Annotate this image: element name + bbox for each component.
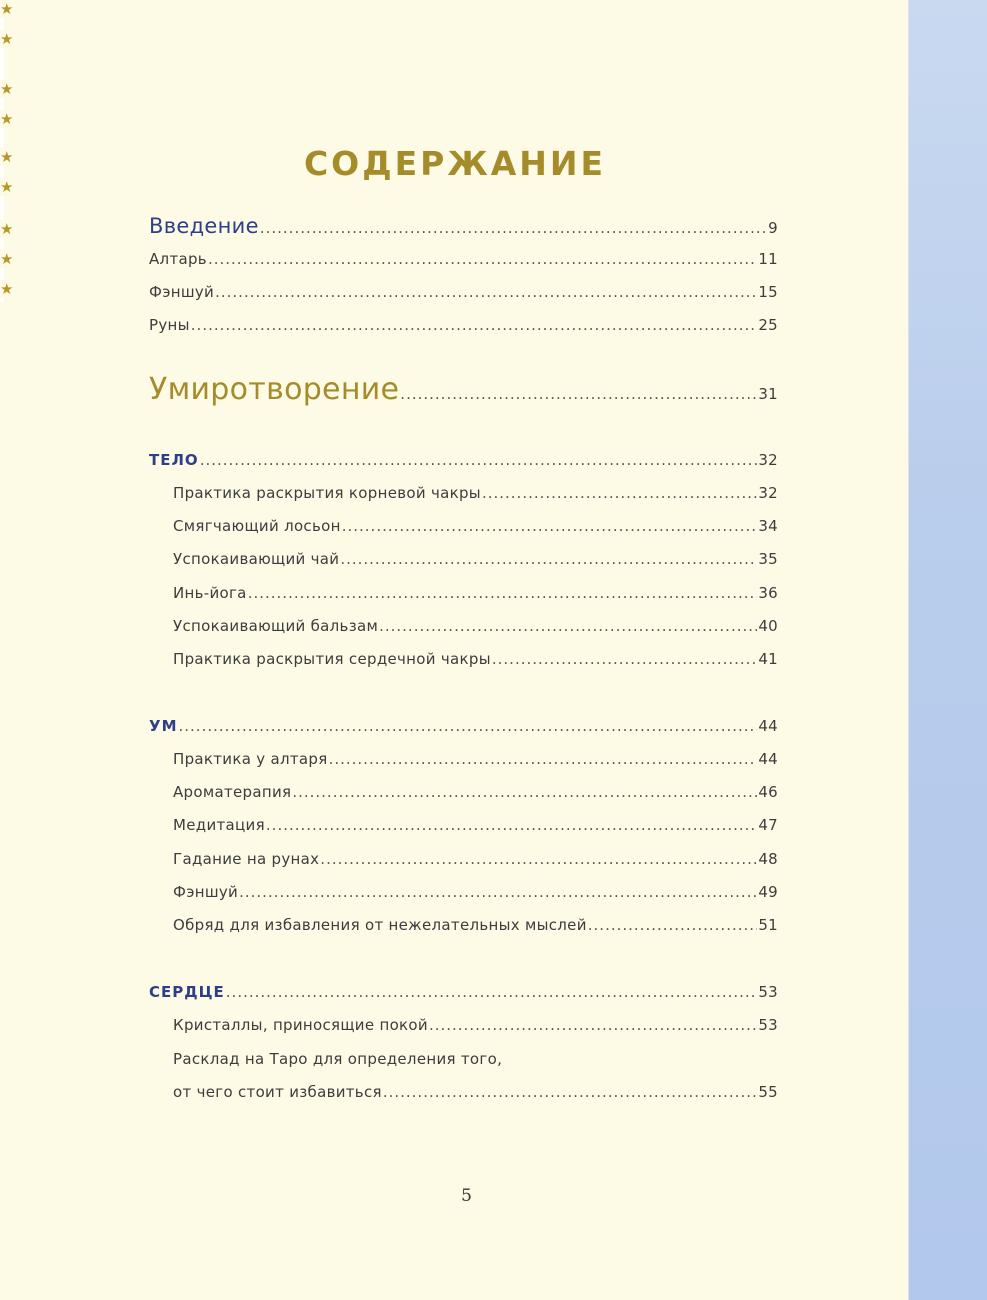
toc-entry-page: 25 xyxy=(758,316,778,334)
toc-entry-page: 34 xyxy=(758,517,778,535)
toc-entry-label: Практика раскрытия сердечной чакры xyxy=(173,650,491,668)
star-icon: ★ xyxy=(0,0,14,18)
toc-entry-wrapped-line[interactable] xyxy=(173,1050,778,1072)
toc-entry-label: Фэншуй xyxy=(149,283,215,301)
toc-leader-dots xyxy=(179,717,758,735)
toc-entry-label: Практика у алтаря xyxy=(173,750,328,768)
toc-entry-page: 49 xyxy=(758,883,778,901)
toc-entry-label: Практика раскрытия корневой чакры xyxy=(173,484,481,502)
page-number: 5 xyxy=(461,1186,472,1206)
toc-entry-label: Гадание на рунах xyxy=(173,850,320,868)
toc-entry-page: 44 xyxy=(758,717,778,735)
toc-leader-dots xyxy=(320,850,757,868)
toc-leader-dots xyxy=(588,916,758,934)
toc-leader-dots xyxy=(292,783,757,801)
toc-section-label: СЕРДЦЕ xyxy=(149,983,225,1001)
toc-entry[interactable] xyxy=(173,617,778,639)
toc-entry-label: Ароматерапия xyxy=(173,783,292,801)
toc-entry[interactable] xyxy=(173,650,778,672)
star-icon: ★ xyxy=(0,178,14,196)
star-icon: ★ xyxy=(0,250,14,268)
toc-entry-page: 41 xyxy=(758,650,778,668)
toc-entry[interactable] xyxy=(173,783,778,805)
toc-entry-label: Успокаивающий бальзам xyxy=(173,617,379,635)
toc-entry[interactable] xyxy=(173,883,778,905)
toc-leader-dots xyxy=(342,517,758,535)
toc-entry[interactable] xyxy=(149,316,778,338)
star-icon: ★ xyxy=(0,220,14,238)
toc-entry[interactable] xyxy=(173,517,778,539)
toc-section-label: ТЕЛО xyxy=(149,451,199,469)
toc-entry-page: 36 xyxy=(758,584,778,602)
toc-leader-dots xyxy=(492,650,757,668)
toc-entry-page: 32 xyxy=(758,451,778,469)
toc-entry-page: 11 xyxy=(758,250,778,268)
star-icon: ★ xyxy=(0,148,14,166)
toc-entry[interactable] xyxy=(173,850,778,872)
star-icon: ★ xyxy=(0,280,14,298)
toc-leader-dots xyxy=(266,816,757,834)
toc-entry-intro[interactable] xyxy=(149,214,778,236)
toc-entry[interactable] xyxy=(149,283,778,305)
star-icon: ★ xyxy=(0,30,14,48)
toc-leader-dots xyxy=(191,316,758,334)
toc-entry-page: 32 xyxy=(758,484,778,502)
toc-entry-page: 35 xyxy=(758,550,778,568)
toc-entry-page: 31 xyxy=(758,385,778,403)
toc-entry-label: Фэншуй xyxy=(173,883,239,901)
toc-entry-label: Обряд для избавления от нежелательных мыслей xyxy=(173,916,587,934)
toc-entry[interactable] xyxy=(173,750,778,772)
toc-entry-page: 40 xyxy=(758,617,778,635)
toc-entry-page: 53 xyxy=(758,1016,778,1034)
toc-leader-dots xyxy=(383,1083,757,1101)
toc-entry-page: 55 xyxy=(758,1083,778,1101)
toc-entry[interactable] xyxy=(173,484,778,506)
toc-section-label: УМ xyxy=(149,717,178,735)
dot-icon xyxy=(0,298,4,302)
toc-entry-page: 46 xyxy=(758,783,778,801)
star-icon: ★ xyxy=(0,80,14,98)
toc-entry-label: от чего стоит избавиться xyxy=(173,1083,382,1101)
toc-leader-dots xyxy=(200,451,758,469)
toc-entry-page: 44 xyxy=(758,750,778,768)
toc-entry[interactable] xyxy=(173,1083,778,1105)
toc-entry[interactable] xyxy=(173,550,778,572)
star-icon: ★ xyxy=(0,110,14,128)
toc-entry-label: Руны xyxy=(149,316,190,334)
toc-entry-page: 48 xyxy=(758,850,778,868)
page-title: СОДЕРЖАНИЕ xyxy=(303,144,607,183)
toc-leader-dots xyxy=(260,219,767,237)
toc-leader-dots xyxy=(340,550,757,568)
toc-entry[interactable] xyxy=(149,250,778,272)
toc-entry-page: 53 xyxy=(758,983,778,1001)
toc-entry-label: Медитация xyxy=(173,816,265,834)
toc-entry-label: Инь-йога xyxy=(173,584,247,602)
toc-leader-dots xyxy=(400,385,757,403)
toc-section-heart[interactable] xyxy=(149,983,778,1005)
toc-leader-dots xyxy=(226,983,758,1001)
toc-entry[interactable] xyxy=(173,584,778,606)
toc-entry-page: 47 xyxy=(758,816,778,834)
toc-entry-label: Введение xyxy=(149,214,259,238)
decorative-side-strip xyxy=(908,0,987,1300)
toc-entry-part[interactable] xyxy=(149,372,778,408)
toc-entry[interactable] xyxy=(173,1016,778,1038)
toc-entry-page: 9 xyxy=(768,219,778,237)
toc-leader-dots xyxy=(379,617,757,635)
toc-entry-page: 15 xyxy=(758,283,778,301)
toc-entry-label: Кристаллы, приносящие покой xyxy=(173,1016,428,1034)
toc-entry-label: Умиротворение xyxy=(149,372,400,407)
toc-leader-dots xyxy=(208,250,757,268)
toc-section-mind[interactable] xyxy=(149,717,778,739)
toc-section-body[interactable] xyxy=(149,451,778,473)
toc-leader-dots xyxy=(329,750,758,768)
toc-leader-dots xyxy=(239,883,757,901)
toc-entry-page: 51 xyxy=(758,916,778,934)
toc-entry[interactable] xyxy=(173,916,778,938)
toc-entry[interactable] xyxy=(173,816,778,838)
toc-leader-dots xyxy=(248,584,758,602)
toc-entry-label: Смягчающий лосьон xyxy=(173,517,341,535)
toc-leader-dots xyxy=(429,1016,757,1034)
toc-entry-label: Расклад на Таро для определения того, xyxy=(173,1050,503,1068)
toc-entry-label: Алтарь xyxy=(149,250,207,268)
toc-leader-dots xyxy=(482,484,757,502)
toc-leader-dots xyxy=(215,283,757,301)
toc-entry-label: Успокаивающий чай xyxy=(173,550,340,568)
